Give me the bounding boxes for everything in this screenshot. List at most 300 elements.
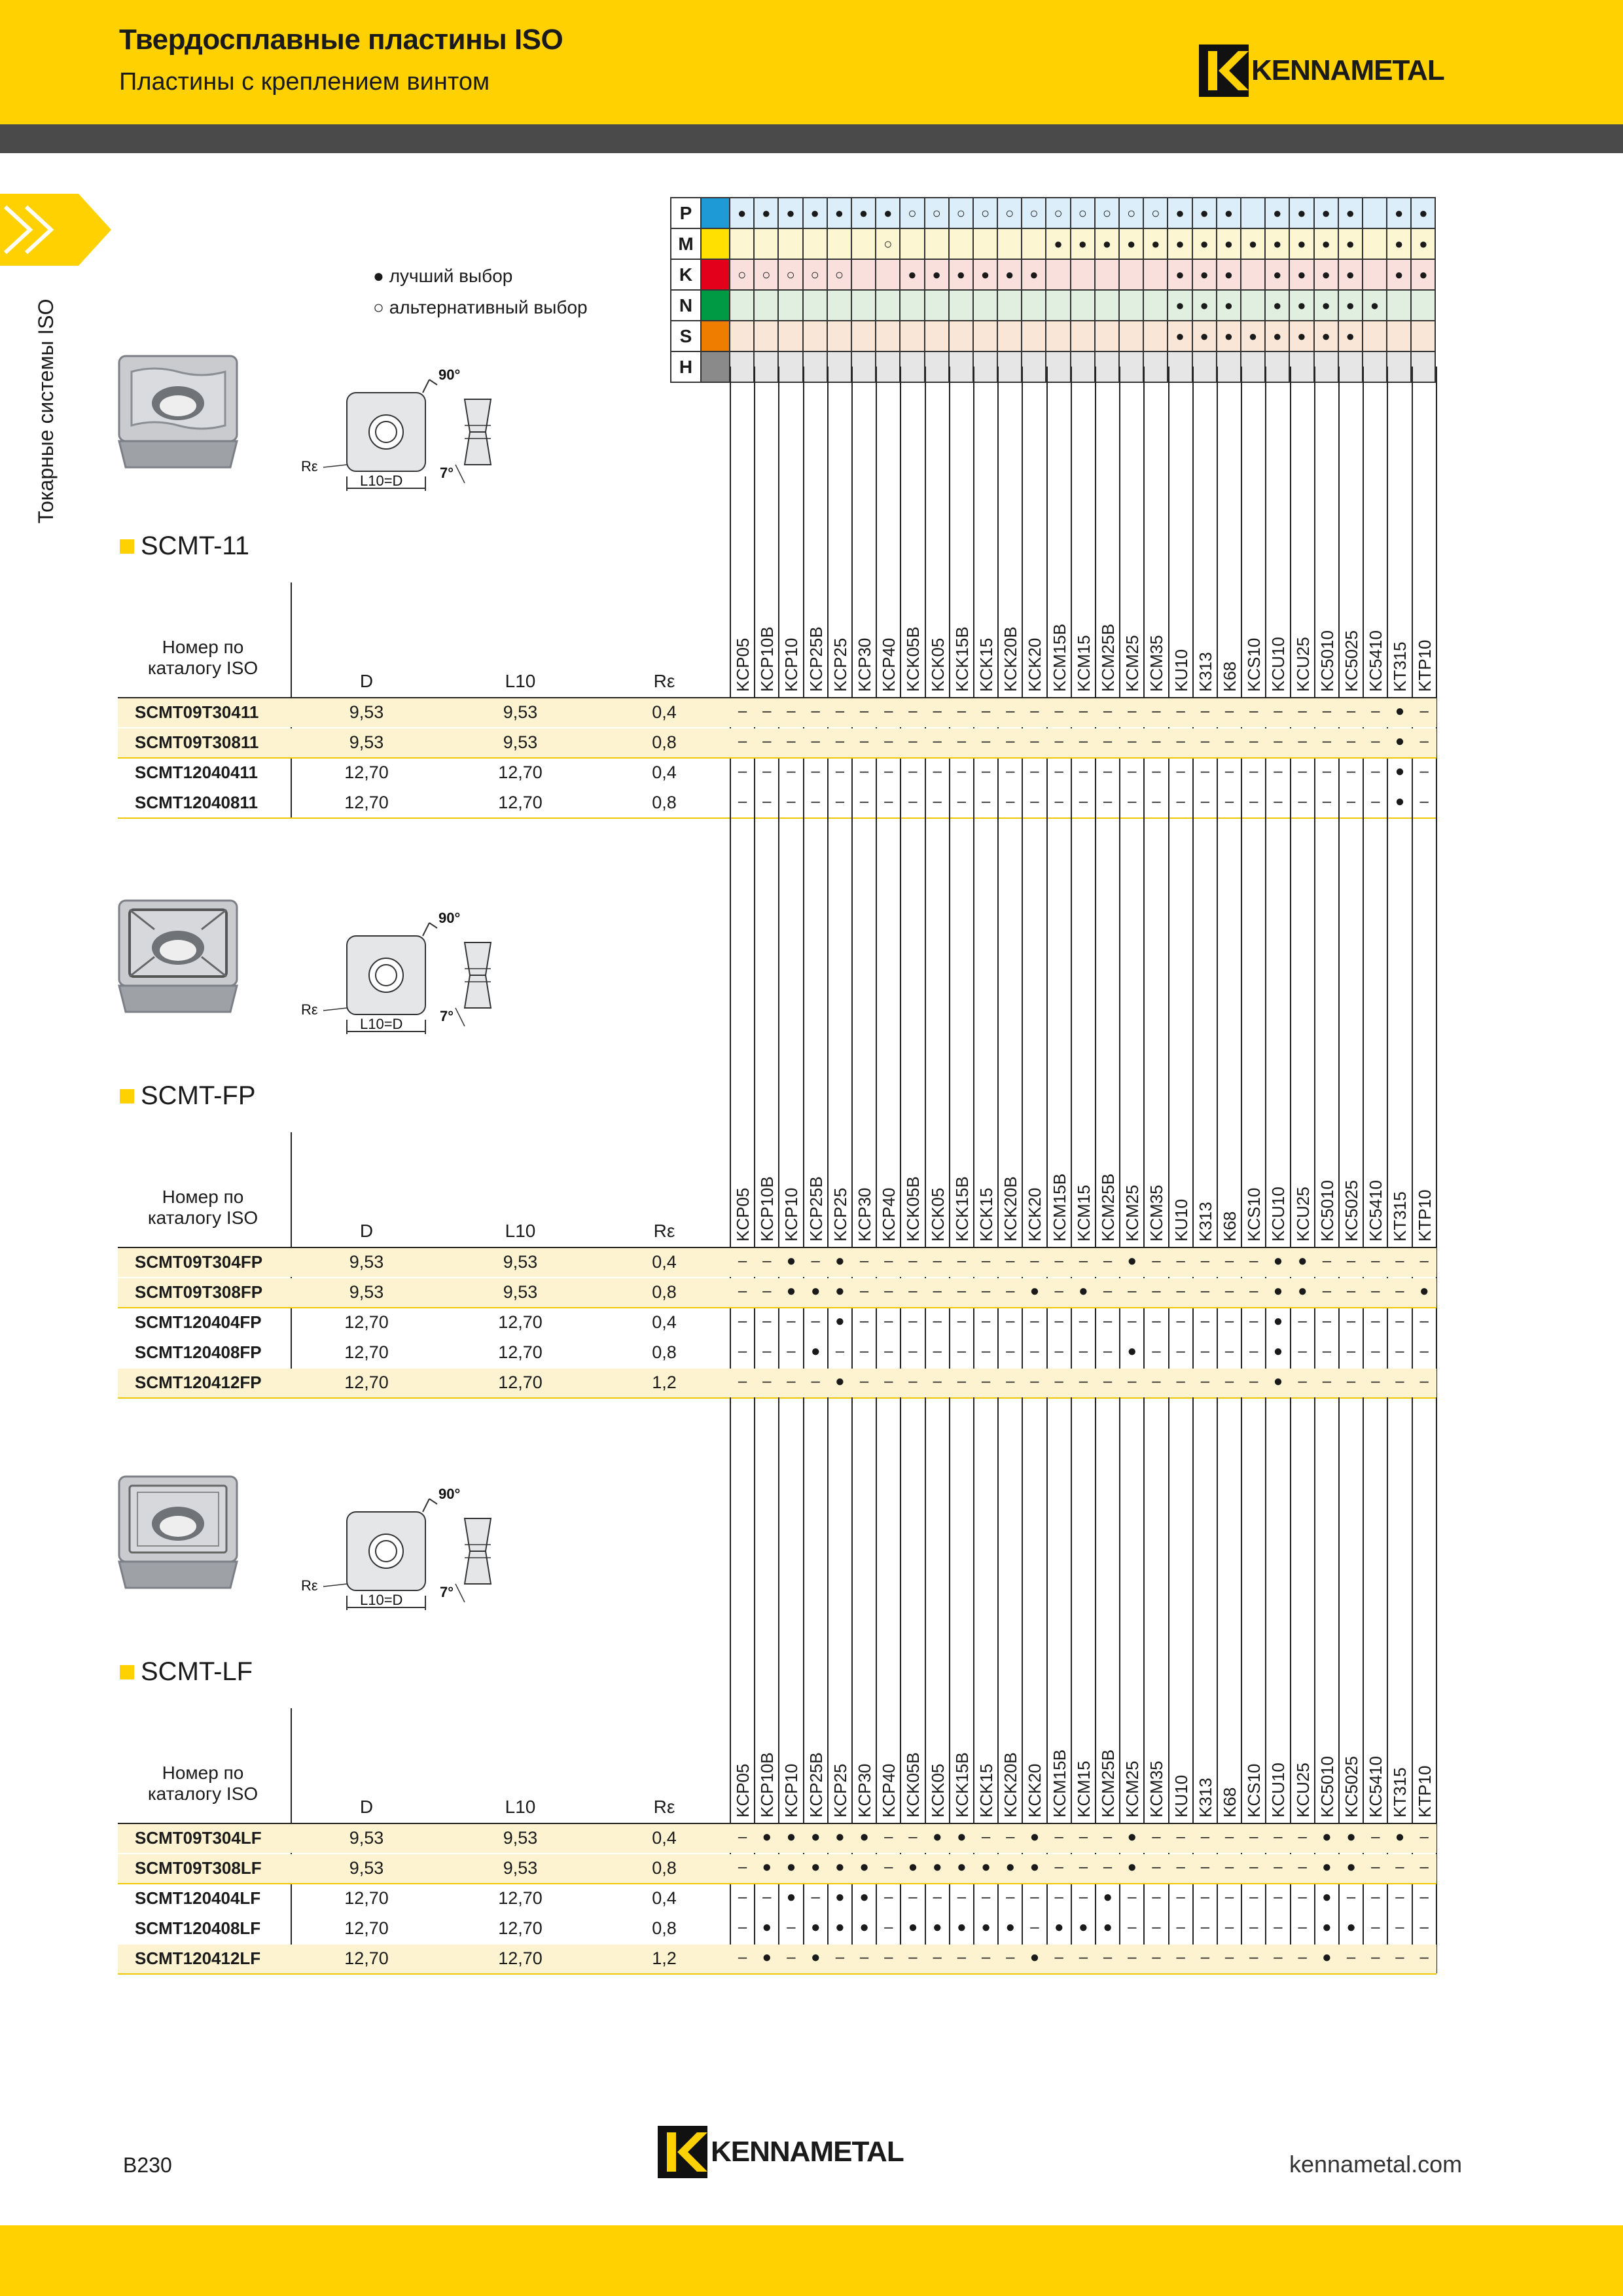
radius-value: 0,8 <box>652 793 677 812</box>
grade-column-header: KCU25 <box>1293 1187 1313 1242</box>
recommended-mark: ● <box>810 1948 821 1966</box>
material-suitability-cell <box>755 229 779 259</box>
catalog-number: SCMT09T30811 <box>135 732 259 752</box>
grade-column-line <box>827 1397 829 1708</box>
material-suitability-cell <box>1096 352 1120 382</box>
grade-column-header: K313 <box>1195 1778 1215 1818</box>
not-applicable-mark: – <box>1371 1918 1380 1936</box>
radius-value: 0,4 <box>652 1828 677 1848</box>
not-applicable-mark: – <box>1224 762 1234 780</box>
recommended-mark: ● <box>810 1828 821 1846</box>
grade-column-header: KCM15B <box>1049 1749 1069 1818</box>
not-applicable-mark: – <box>1395 1858 1404 1876</box>
not-applicable-mark: – <box>859 1372 869 1390</box>
grade-column-header: KCM25 <box>1122 1761 1143 1818</box>
not-applicable-mark: – <box>1298 1312 1307 1330</box>
not-applicable-mark: – <box>1006 762 1015 780</box>
not-applicable-mark: – <box>835 762 845 780</box>
svg-text:90°: 90° <box>438 1486 461 1502</box>
not-applicable-mark: – <box>1030 702 1039 720</box>
material-suitability-cell <box>1071 291 1096 320</box>
grade-column-header: KCM15 <box>1073 635 1094 692</box>
catalog-number: SCMT09T308LF <box>135 1858 262 1878</box>
material-suitability-cell <box>950 352 974 382</box>
grade-column-line <box>925 1397 926 1708</box>
not-applicable-mark: – <box>957 1312 967 1330</box>
not-applicable-mark: – <box>933 1888 942 1906</box>
material-suitability-cell <box>1096 260 1120 289</box>
recommended-mark: ● <box>1127 1858 1137 1876</box>
grade-column-header: KCM25B <box>1098 623 1118 692</box>
not-applicable-mark: – <box>835 732 845 750</box>
grade-column-line <box>1290 1397 1291 1708</box>
grade-column-line <box>1046 817 1048 1132</box>
grade-column-line <box>1412 1397 1413 1708</box>
length-value: 9,53 <box>503 732 538 752</box>
material-suitability-cell <box>876 291 901 320</box>
length-value: 12,70 <box>498 1312 543 1332</box>
grade-column-header: KCP25B <box>806 1752 826 1818</box>
not-applicable-mark: – <box>835 702 845 720</box>
material-suitability-cell <box>1022 291 1046 320</box>
not-applicable-mark: – <box>1103 762 1113 780</box>
not-applicable-mark: – <box>1322 1312 1332 1330</box>
not-applicable-mark: – <box>1298 702 1307 720</box>
not-applicable-mark: – <box>1224 1372 1234 1390</box>
material-suitability-cell <box>1144 260 1168 289</box>
grade-column-line <box>827 817 829 1132</box>
material-suitability-cell: ● <box>1217 291 1241 320</box>
not-applicable-mark: – <box>981 1342 991 1360</box>
material-suitability-cell: ● <box>1022 260 1046 289</box>
radius-header: Rε <box>653 1797 675 1817</box>
recommended-mark: ● <box>1127 1252 1137 1270</box>
material-suitability-cell: ● <box>1071 229 1096 259</box>
material-suitability-cell: ● <box>925 260 950 289</box>
catalog-number: SCMT12040811 <box>135 793 258 812</box>
not-applicable-mark: – <box>981 1312 991 1330</box>
material-suitability-cell: ○ <box>828 260 852 289</box>
not-applicable-mark: – <box>1224 1948 1234 1966</box>
not-applicable-mark: – <box>1200 762 1210 780</box>
not-applicable-mark: – <box>1152 793 1161 810</box>
section-arrow-icon <box>0 194 111 266</box>
not-applicable-mark: – <box>762 1252 772 1270</box>
not-applicable-mark: – <box>1152 1858 1161 1876</box>
material-suitability-cell: ● <box>1193 229 1217 259</box>
not-applicable-mark: – <box>1079 793 1088 810</box>
brand-name: KENNAMETAL <box>1251 54 1444 86</box>
material-suitability-cell <box>1120 352 1144 382</box>
grade-column-line <box>949 817 950 1132</box>
grade-column-line <box>1387 1397 1388 1708</box>
grade-column-header: KC5025 <box>1342 1180 1361 1242</box>
not-applicable-mark: – <box>1298 1342 1307 1360</box>
grade-column-line <box>1192 817 1194 1132</box>
not-applicable-mark: – <box>1176 762 1185 780</box>
grade-column-header: KCK05 <box>927 637 948 692</box>
not-applicable-mark: – <box>1249 702 1258 720</box>
not-applicable-mark: – <box>908 1888 918 1906</box>
not-applicable-mark: – <box>1346 1312 1356 1330</box>
material-color-swatch <box>702 198 730 228</box>
material-suitability-cell <box>852 291 876 320</box>
not-applicable-mark: – <box>1249 1828 1258 1846</box>
material-suitability-cell <box>1046 291 1071 320</box>
material-suitability-cell: ● <box>950 260 974 289</box>
not-applicable-mark: – <box>1346 1252 1356 1270</box>
material-suitability-cell <box>1241 198 1266 228</box>
not-applicable-mark: – <box>981 1282 991 1300</box>
not-applicable-mark: – <box>957 793 967 810</box>
material-suitability-cell: ● <box>1193 291 1217 320</box>
material-suitability-cell: ● <box>1168 260 1192 289</box>
not-applicable-mark: – <box>738 1372 747 1390</box>
svg-text:90°: 90° <box>438 367 461 383</box>
not-applicable-mark: – <box>908 732 918 750</box>
not-applicable-mark: – <box>1128 1282 1137 1300</box>
grade-column-header: K313 <box>1195 652 1215 692</box>
material-suitability-cell: ● <box>1290 198 1314 228</box>
material-suitability-cell <box>925 291 950 320</box>
insert-photo-icon <box>115 352 246 483</box>
radius-value: 0,8 <box>652 1858 677 1878</box>
svg-text:Rε: Rε <box>301 1001 318 1018</box>
material-suitability-cell: ● <box>974 260 998 289</box>
not-applicable-mark: – <box>1054 732 1063 750</box>
not-applicable-mark: – <box>1030 1888 1039 1906</box>
not-applicable-mark: – <box>787 1918 796 1936</box>
diameter-value: 9,53 <box>349 1858 384 1878</box>
not-applicable-mark: – <box>1079 1858 1088 1876</box>
grade-column-line <box>1265 817 1266 1132</box>
row-separator <box>118 817 1436 819</box>
material-suitability-cell <box>1266 352 1290 382</box>
grade-column-header: KCK15 <box>976 637 996 692</box>
not-applicable-mark: – <box>1079 1252 1088 1270</box>
diameter-value: 12,70 <box>344 1312 389 1332</box>
not-applicable-mark: – <box>1103 1372 1113 1390</box>
not-applicable-mark: – <box>1298 1858 1307 1876</box>
not-applicable-mark: – <box>811 793 820 810</box>
not-applicable-mark: – <box>1224 702 1234 720</box>
not-applicable-mark: – <box>1371 762 1380 780</box>
material-suitability-cell: ● <box>876 198 901 228</box>
not-applicable-mark: – <box>787 732 796 750</box>
material-suitability-cell: ● <box>1290 321 1314 351</box>
material-suitability-cell <box>804 291 828 320</box>
grade-column-line <box>1265 1397 1266 1708</box>
not-applicable-mark: – <box>1249 1918 1258 1936</box>
not-applicable-mark: – <box>811 732 820 750</box>
not-applicable-mark: – <box>1176 1828 1185 1846</box>
not-applicable-mark: – <box>1006 1342 1015 1360</box>
not-applicable-mark: – <box>811 702 820 720</box>
grade-column-header: KCP10B <box>757 626 777 692</box>
grade-column-header: KCP10 <box>781 1763 802 1818</box>
not-applicable-mark: – <box>1249 1858 1258 1876</box>
grade-column-line <box>1338 1397 1340 1708</box>
not-applicable-mark: – <box>1298 793 1307 810</box>
grade-column-line <box>1290 817 1291 1132</box>
recommended-mark: ● <box>786 1282 796 1300</box>
grade-column-header: KCM15 <box>1073 1761 1094 1818</box>
material-grid <box>670 197 1436 383</box>
not-applicable-mark: – <box>835 1342 845 1360</box>
grade-column-line <box>851 817 853 1132</box>
not-applicable-mark: – <box>1176 702 1185 720</box>
diameter-value: 12,70 <box>344 1372 389 1392</box>
recommended-mark: ● <box>786 1888 796 1906</box>
grade-column-header: KCK15 <box>976 1187 996 1242</box>
not-applicable-mark: – <box>1128 793 1137 810</box>
not-applicable-mark: – <box>933 1282 942 1300</box>
grade-column-header: KCM35 <box>1147 635 1167 692</box>
not-applicable-mark: – <box>1274 702 1283 720</box>
diameter-header: D <box>359 1797 374 1817</box>
not-applicable-mark: – <box>1152 1372 1161 1390</box>
radius-value: 1,2 <box>652 1948 677 1968</box>
not-applicable-mark: – <box>981 702 991 720</box>
material-color-swatch <box>702 291 730 320</box>
grade-column-line <box>949 1397 950 1708</box>
recommended-mark: ● <box>1395 762 1405 780</box>
not-applicable-mark: – <box>981 1252 991 1270</box>
material-suitability-cell <box>901 321 925 351</box>
grade-column-line <box>1363 817 1364 1132</box>
not-applicable-mark: – <box>908 1948 918 1966</box>
material-suitability-cell <box>1046 352 1071 382</box>
not-applicable-mark: – <box>1152 1312 1161 1330</box>
not-applicable-mark: – <box>1224 1252 1234 1270</box>
recommended-mark: ● <box>908 1918 918 1936</box>
material-suitability-cell <box>1193 352 1217 382</box>
radius-value: 0,8 <box>652 1282 677 1302</box>
not-applicable-mark: – <box>1346 1888 1356 1906</box>
material-suitability-cell <box>925 321 950 351</box>
material-suitability-cell <box>779 291 803 320</box>
not-applicable-mark: – <box>1298 1888 1307 1906</box>
recommended-mark: ● <box>1322 1858 1332 1876</box>
brand-logo <box>1199 45 1444 97</box>
not-applicable-mark: – <box>1200 732 1210 750</box>
legend-best <box>373 266 512 287</box>
not-applicable-mark: – <box>1419 1858 1429 1876</box>
length-value: 9,53 <box>503 1282 538 1302</box>
material-suitability-cell: ○ <box>998 198 1022 228</box>
not-applicable-mark: – <box>1371 1252 1380 1270</box>
material-suitability-cell <box>804 352 828 382</box>
not-applicable-mark: – <box>762 702 772 720</box>
not-applicable-mark: – <box>738 1342 747 1360</box>
not-applicable-mark: – <box>1200 793 1210 810</box>
grade-column-line <box>1217 817 1218 1132</box>
section-marker <box>120 1089 134 1103</box>
not-applicable-mark: – <box>1030 1918 1039 1936</box>
recommended-mark: ● <box>1273 1342 1283 1360</box>
grade-column-header: KCK15 <box>976 1763 996 1818</box>
length-value: 12,70 <box>498 1918 543 1938</box>
not-applicable-mark: – <box>738 702 747 720</box>
material-suitability-cell: ○ <box>925 198 950 228</box>
grade-column-line <box>1119 1397 1120 1708</box>
not-applicable-mark: – <box>811 1252 820 1270</box>
recommended-mark: ● <box>1322 1948 1332 1966</box>
material-suitability-cell: ● <box>1315 291 1339 320</box>
grade-column-header: KCP40 <box>879 1187 899 1242</box>
material-suitability-cell: ● <box>852 198 876 228</box>
not-applicable-mark: – <box>1200 1858 1210 1876</box>
not-applicable-mark: – <box>787 1948 796 1966</box>
material-suitability-cell: ● <box>1315 260 1339 289</box>
not-applicable-mark: – <box>933 762 942 780</box>
material-suitability-cell: ○ <box>974 198 998 228</box>
recommended-mark: ● <box>835 1888 845 1906</box>
grade-column-header: KCM35 <box>1147 1185 1167 1242</box>
material-color-swatch <box>702 321 730 351</box>
material-suitability-cell: ○ <box>1046 198 1071 228</box>
not-applicable-mark: – <box>762 793 772 810</box>
insert-photo-icon <box>115 897 246 1028</box>
insert-photo-icon <box>115 1473 246 1604</box>
legend-best-label: лучший выбор <box>389 266 513 286</box>
svg-text:90°: 90° <box>438 910 461 926</box>
recommended-mark: ● <box>1297 1282 1308 1300</box>
not-applicable-mark: – <box>1346 762 1356 780</box>
recommended-mark: ● <box>762 1918 772 1936</box>
not-applicable-mark: – <box>1419 1918 1429 1936</box>
material-suitability-cell <box>876 260 901 289</box>
catalog-number: SCMT120412LF <box>135 1948 261 1968</box>
grade-column-header: K313 <box>1195 1202 1215 1242</box>
not-applicable-mark: – <box>1249 1888 1258 1906</box>
not-applicable-mark: – <box>908 1828 918 1846</box>
not-applicable-mark: – <box>787 1312 796 1330</box>
not-applicable-mark: – <box>1200 1282 1210 1300</box>
not-applicable-mark: – <box>1298 1918 1307 1936</box>
material-code: M <box>670 229 702 259</box>
recommended-mark: ● <box>932 1828 942 1846</box>
recommended-mark: ● <box>1395 1828 1405 1846</box>
material-suitability-cell: ● <box>1412 229 1436 259</box>
material-suitability-cell <box>730 321 755 351</box>
grade-column-line <box>1168 817 1169 1132</box>
row-separator <box>118 1397 1436 1399</box>
not-applicable-mark: – <box>835 793 845 810</box>
material-suitability-cell: ○ <box>1120 198 1144 228</box>
material-suitability-cell <box>1071 321 1096 351</box>
not-applicable-mark: – <box>1200 1828 1210 1846</box>
recommended-mark: ● <box>786 1828 796 1846</box>
not-applicable-mark: – <box>1079 1828 1088 1846</box>
not-applicable-mark: – <box>908 1342 918 1360</box>
not-applicable-mark: – <box>1152 1282 1161 1300</box>
material-suitability-cell <box>1241 352 1266 382</box>
not-applicable-mark: – <box>859 1312 869 1330</box>
material-suitability-cell <box>1217 352 1241 382</box>
grade-column-header: KC5410 <box>1366 630 1386 692</box>
section-title-text: SCMT-LF <box>141 1657 253 1686</box>
not-applicable-mark: – <box>1419 1948 1429 1966</box>
not-applicable-mark: – <box>1274 793 1283 810</box>
not-applicable-mark: – <box>1274 762 1283 780</box>
material-suitability-cell <box>755 352 779 382</box>
material-suitability-cell: ○ <box>1022 198 1046 228</box>
material-suitability-cell <box>1096 321 1120 351</box>
kennametal-k-icon <box>657 2126 708 2178</box>
not-applicable-mark: – <box>1103 1252 1113 1270</box>
grade-column-line <box>1314 817 1315 1132</box>
grade-column-line <box>730 1397 731 1708</box>
not-applicable-mark: – <box>1079 702 1088 720</box>
not-applicable-mark: – <box>1103 1312 1113 1330</box>
material-suitability-cell: ○ <box>876 229 901 259</box>
grade-column-header: KCK05 <box>927 1187 948 1242</box>
material-suitability-cell: ● <box>1217 198 1241 228</box>
material-suitability-cell <box>1363 229 1387 259</box>
not-applicable-mark: – <box>1006 1828 1015 1846</box>
not-applicable-mark: – <box>738 762 747 780</box>
website-link[interactable]: kennametal.com <box>1289 2151 1463 2178</box>
not-applicable-mark: – <box>1249 1252 1258 1270</box>
material-suitability-cell <box>1022 352 1046 382</box>
material-suitability-cell <box>852 321 876 351</box>
grade-column-header: KCP40 <box>879 637 899 692</box>
not-applicable-mark: – <box>1322 732 1332 750</box>
not-applicable-mark: – <box>1054 1252 1063 1270</box>
not-applicable-mark: – <box>1200 1888 1210 1906</box>
material-suitability-cell: ● <box>998 260 1022 289</box>
grade-column-line <box>803 1397 804 1708</box>
grade-column-header: KCP25B <box>806 626 826 692</box>
radius-value: 1,2 <box>652 1372 677 1392</box>
not-applicable-mark: – <box>1419 1312 1429 1330</box>
material-row-h <box>670 352 1436 383</box>
material-suitability-cell: ● <box>1339 291 1363 320</box>
material-suitability-cell: ● <box>730 198 755 228</box>
not-applicable-mark: – <box>1103 793 1113 810</box>
not-applicable-mark: – <box>1346 732 1356 750</box>
not-applicable-mark: – <box>1079 1342 1088 1360</box>
not-applicable-mark: – <box>1371 1342 1380 1360</box>
grade-column-header: KTP10 <box>1414 1765 1435 1818</box>
grade-column-header: KCM25 <box>1122 635 1143 692</box>
recommended-mark: ● <box>1395 702 1405 720</box>
not-applicable-mark: – <box>835 1948 845 1966</box>
not-applicable-mark: – <box>1371 702 1380 720</box>
not-applicable-mark: – <box>1030 793 1039 810</box>
grade-column-line <box>1022 817 1023 1132</box>
grade-column-header: KCS10 <box>1244 637 1264 692</box>
not-applicable-mark: – <box>1030 732 1039 750</box>
recommended-mark: ● <box>932 1858 942 1876</box>
length-value: 9,53 <box>503 1252 538 1272</box>
legend-alt-label: альтернативный выбор <box>389 297 588 317</box>
material-suitability-cell: ● <box>1387 260 1412 289</box>
length-header: L10 <box>505 1797 536 1817</box>
page-number: B230 <box>123 2153 172 2177</box>
material-suitability-cell <box>925 352 950 382</box>
not-applicable-mark: – <box>1103 732 1113 750</box>
not-applicable-mark: – <box>1103 1828 1113 1846</box>
not-applicable-mark: – <box>1224 1918 1234 1936</box>
material-row-p <box>670 198 1436 229</box>
not-applicable-mark: – <box>1079 1372 1088 1390</box>
grade-column-header: KCK20 <box>1025 1187 1045 1242</box>
diameter-value: 12,70 <box>344 762 389 782</box>
material-suitability-cell <box>1120 260 1144 289</box>
radius-value: 0,8 <box>652 1342 677 1362</box>
